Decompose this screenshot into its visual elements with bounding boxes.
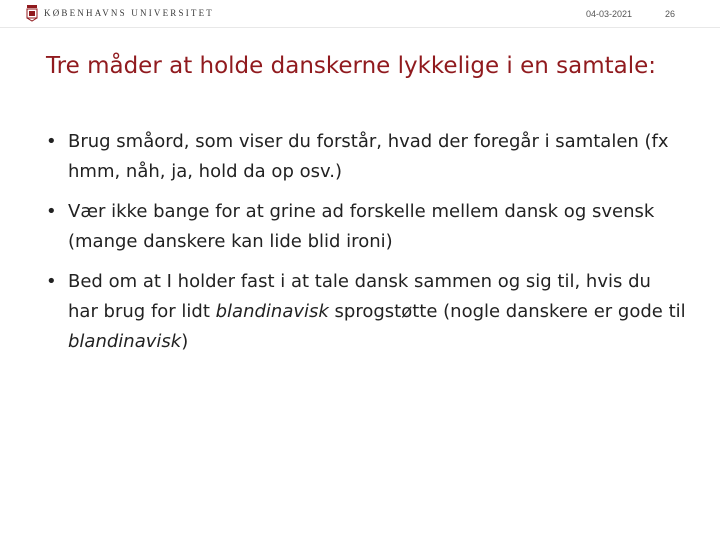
slide-title: Tre måder at holde danskerne lykkelige i en samtale: — [46, 53, 657, 79]
slide-header — [0, 0, 720, 28]
university-name: KØBENHAVNS UNIVERSITET — [44, 8, 214, 18]
bullet-text: Brug småord, som viser du forstår, hvad der foregår i samtalen (fx hmm, nåh, ja, hold da op osv.) — [68, 131, 669, 182]
crown-emblem-icon — [26, 4, 38, 22]
bullet-item — [46, 127, 686, 187]
bullet-text: sprogstøtte (nogle danskere er gode til — [328, 301, 686, 322]
slide-date: 04-03-2021 — [586, 9, 633, 19]
bullet-text: Vær ikke bange for at grine ad forskelle mellem dansk og svensk (mange danskere kan lide blid ironi) — [68, 201, 655, 252]
header-divider — [0, 27, 720, 28]
bullet-text: Bed om at I holder fast i at tale dansk sammen og sig til, hvis du har brug for lidt — [68, 271, 651, 322]
bullet-emphasis-text: blandinavisk — [68, 331, 182, 352]
bullet-item — [46, 197, 686, 257]
slide-page-number: 26 — [665, 9, 676, 19]
bullet-marker: • — [46, 271, 57, 292]
bullet-marker: • — [46, 201, 57, 222]
bullet-item — [46, 267, 686, 357]
bullet-marker: • — [46, 131, 57, 152]
university-logo — [26, 4, 214, 22]
bullet-text: ) — [181, 331, 189, 352]
bullet-emphasis-text: blandinavisk — [215, 301, 329, 322]
bullet-list — [46, 127, 686, 367]
